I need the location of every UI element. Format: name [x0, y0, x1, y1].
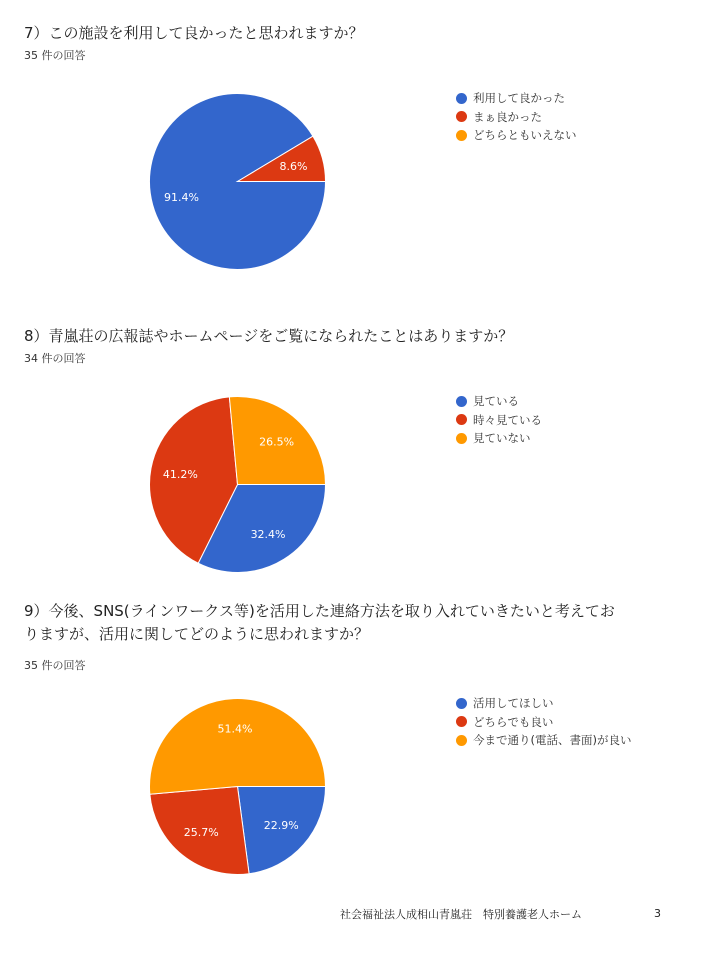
legend-item: [456, 89, 577, 108]
slice-value-label: 91.4%: [164, 191, 200, 204]
chart-title-line: りますが、活用に関してどのように思われますか？: [24, 625, 370, 644]
legend-swatch: [456, 93, 467, 104]
chart-title: 7）この施設を利用して良かったと思われますか？: [24, 24, 364, 42]
legend-label: まぁ良かった: [473, 109, 542, 124]
slice-value-label: 26.5%: [259, 435, 295, 449]
legend-item: [456, 411, 542, 430]
response-count: 35 件の回答: [24, 49, 86, 62]
legend: [456, 392, 542, 448]
legend-label: 見ていない: [473, 431, 531, 446]
pie-slice: [150, 699, 326, 795]
legend-swatch: [456, 396, 467, 407]
legend: [456, 89, 577, 145]
legend-item: [456, 731, 631, 750]
pie-chart: [145, 392, 330, 577]
slice-value-label: 8.6%: [279, 160, 308, 173]
legend-swatch: [456, 433, 467, 444]
response-count: 34 件の回答: [24, 352, 86, 365]
legend-label: 今まで通り(電話、書面)が良い: [473, 733, 632, 748]
legend-label: どちらともいえない: [473, 128, 577, 143]
legend-swatch: [456, 414, 467, 425]
legend-swatch: [456, 735, 467, 746]
slice-value-label: 51.4%: [217, 722, 253, 736]
footer-organization: 社会福祉法人成相山青嵐荘 特別養護老人ホーム: [340, 908, 582, 921]
legend-item: [456, 392, 542, 411]
legend-label: 利用して良かった: [473, 91, 565, 106]
slice-value-label: 32.4%: [250, 527, 286, 541]
legend-label: 活用してほしい: [473, 696, 554, 711]
chart-title: 8）青嵐荘の広報誌やホームページをご覧になられたことはありますか？: [24, 327, 514, 345]
legend-item: [456, 108, 577, 127]
legend-item: [456, 694, 631, 713]
legend-swatch: [456, 716, 467, 727]
legend-item: [456, 713, 631, 732]
legend-label: どちらでも良い: [473, 714, 554, 729]
slice-value-label: 22.9%: [263, 818, 299, 832]
slice-value-label: 41.2%: [162, 467, 198, 481]
pie-chart: [145, 89, 330, 274]
pie-chart: [145, 694, 330, 879]
chart-title-line: 9）今後、SNS(ラインワークス等)を活用した連絡方法を取り入れていきたいと考えてお: [24, 602, 615, 620]
legend-label: 見ている: [473, 394, 519, 409]
legend-swatch: [456, 698, 467, 709]
chart-title: [24, 600, 615, 647]
legend-label: 時々見ている: [473, 412, 542, 427]
page-number: 3: [654, 907, 661, 920]
legend-swatch: [456, 111, 467, 122]
slice-value-label: 25.7%: [183, 825, 219, 839]
legend-swatch: [456, 130, 467, 141]
legend-item: [456, 126, 577, 145]
legend-item: [456, 429, 542, 448]
legend: [456, 694, 631, 750]
response-count: 35 件の回答: [24, 659, 86, 672]
